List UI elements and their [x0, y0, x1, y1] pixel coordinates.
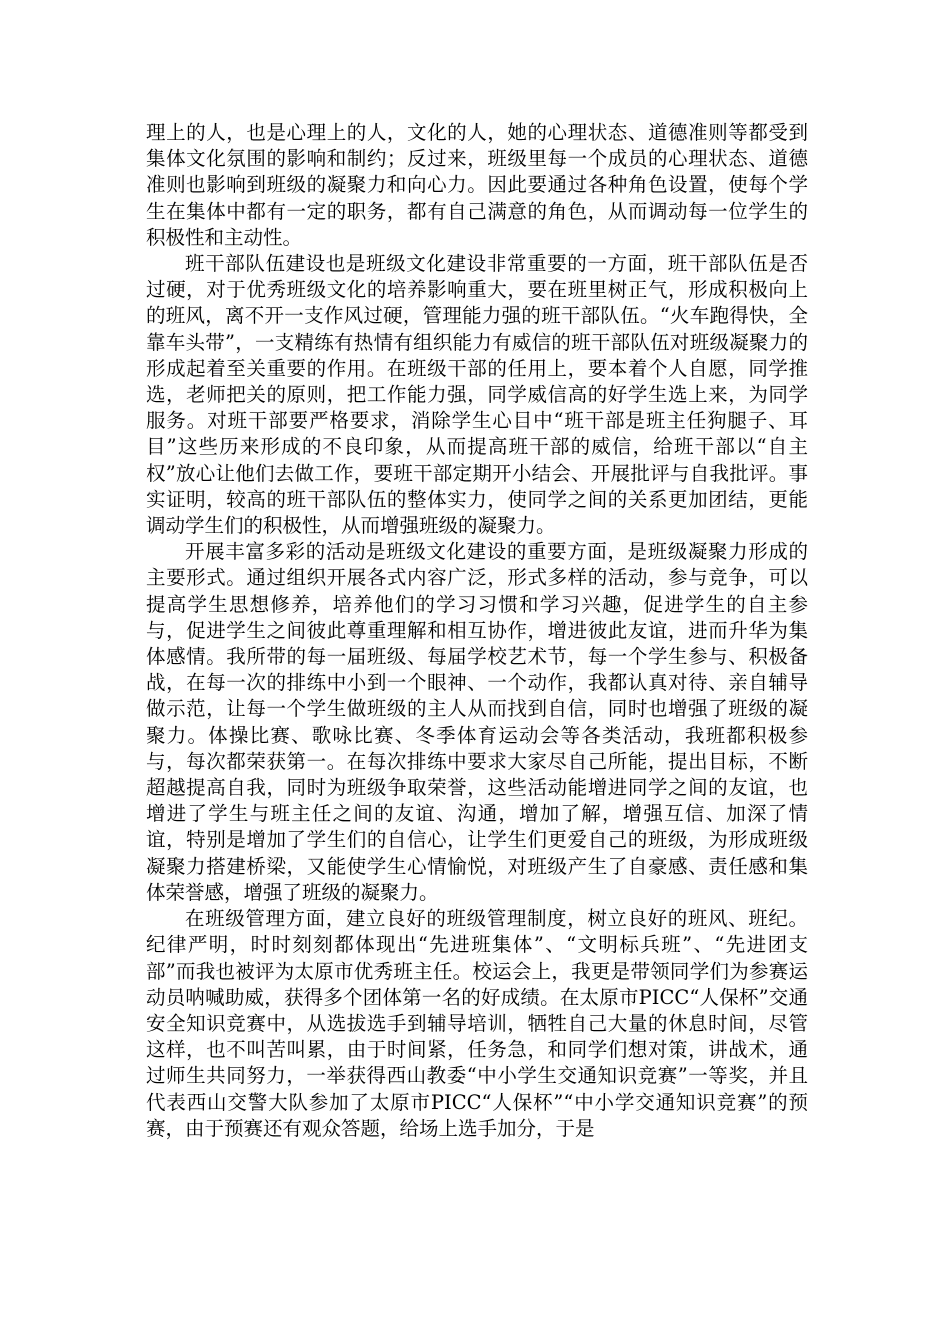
paragraph-3: 开展丰富多彩的活动是班级文化建设的重要方面，是班级凝聚力形成的主要形式。通过组织开展各式内容广泛，形式多样的活动，参与竞争，可以提高学生思想修养，培养他们的学习习惯和学习兴趣，促进学生的自主参与，促进学生之间彼此尊重理解和相互协作，增进彼此友谊，进而升华为集体感情。我所带的每一届班级、每届学校艺术节，每一个学生参与、积极备战，在每一次的排练中小到一个眼神、一个动作，我都认真对待、亲自辅导做示范，让每一个学生做班级的主人从而找到自信，同时也增强了班级的凝聚力。体操比赛、歌咏比赛、冬季体育运动会等各类活动，我班都积极参与，每次都荣获第一。在每次排练中要求大家尽自己所能，提出目标，不断超越提高自我，同时为班级争取荣誉，这些活动能增进同学之间的友谊，也增进了学生与班主任之间的友谊、沟通，增加了解，增强互信、加深了情谊，特别是增加了学生们的自信心，让学生们更爱自己的班级，为形成班级凝聚力搭建桥梁，又能使学生心情愉悦，对班级产生了自豪感、责任感和集体荣誉感，增强了班级的凝聚力。 [146, 540, 808, 904]
paragraph-1: 理上的人，也是心理上的人，文化的人，她的心理状态、道德准则等都受到集体文化氛围的影响和制约；反过来，班级里每一个成员的心理状态、道德准则也影响到班级的凝聚力和向心力。因此要通过各种角色设置，使每个学生在集体中都有一定的职务，都有自己满意的角色，从而调动每一位学生的积极性和主动性。 [146, 121, 808, 249]
paragraph-4: 在班级管理方面，建立良好的班级管理制度，树立良好的班风、班纪。纪律严明，时时刻刻都体现出“先进班集体”、“文明标兵班”、“先进团支部”而我也被评为太原市优秀班主任。校运会上，我更是带领同学们为参赛运动员呐喊助威，获得多个团体第一名的好成绩。在太原市PICC“人保杯”交通安全知识竞赛中，从选拔选手到辅导培训，牺牲自己大量的休息时间，尽管这样，也不叫苦叫累，由于时间紧，任务急，和同学们想对策，讲战术，通过师生共同努力，一举获得西山教委“中小学生交通知识竞赛”一等奖，并且代表西山交警大队参加了太原市PICC“人保杯”“中小学交通知识竞赛”的预赛，由于预赛还有观众答题，给场上选手加分，于是 [146, 907, 808, 1140]
paragraph-2: 班干部队伍建设也是班级文化建设非常重要的一方面，班干部队伍是否过硬，对于优秀班级文化的培养影响重大，要在班里树正气，形成积极向上的班风，离不开一支作风过硬，管理能力强的班干部队伍。“火车跑得快，全靠车头带”，一支精练有热情有组织能力有威信的班干部队伍对班级凝聚力的形成起着至关重要的作用。在班级干部的任用上，要本着个人自愿，同学推选，老师把关的原则，把工作能力强，同学威信高的好学生选上来，为同学服务。对班干部要严格要求，消除学生心目中“班干部是班主任狗腿子、耳目”这些历来形成的不良印象，从而提高班干部的威信，给班干部以“自主权”放心让他们去做工作，要班干部定期开小结会、开展批评与自我批评。事实证明，较高的班干部队伍的整体实力，使同学之间的关系更加团结，更能调动学生们的积极性，从而增强班级的凝聚力。 [146, 252, 808, 538]
document-body [146, 120, 808, 1142]
